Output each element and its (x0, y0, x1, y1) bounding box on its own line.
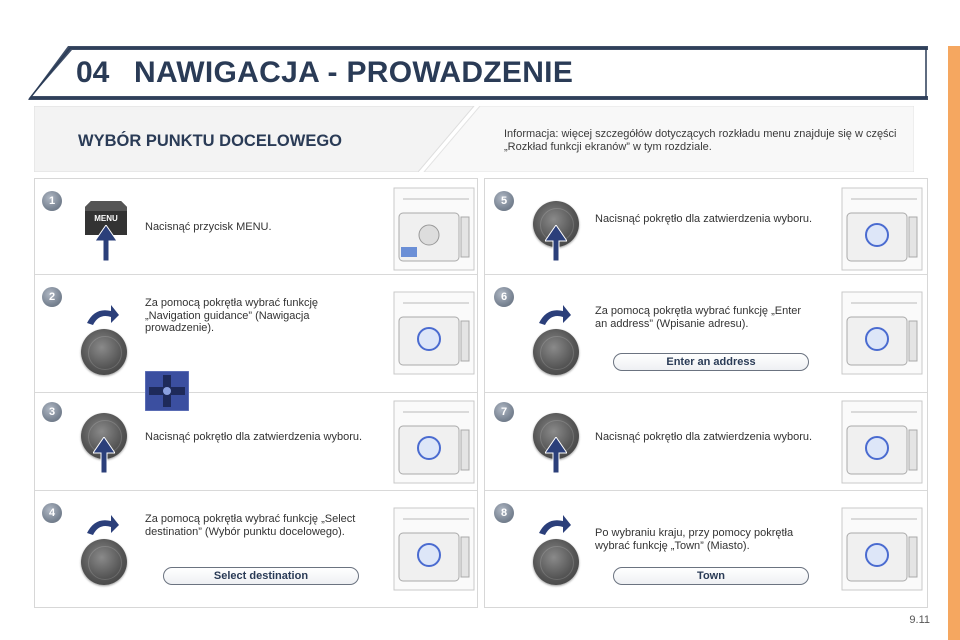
step-text: Nacisnąć pokrętło dla zatwierdzenia wyboru. (595, 431, 813, 443)
press-arrow-icon (545, 225, 567, 261)
step-5 (485, 179, 927, 275)
rotary-knob-icon (533, 329, 579, 375)
chapter-tab-strip (948, 46, 960, 640)
radio-panel-icon (841, 291, 923, 375)
step-badge: 1 (42, 191, 62, 211)
radio-panel-icon (393, 187, 475, 271)
radio-panel-icon (393, 400, 475, 484)
steps-column-left (34, 178, 478, 608)
steps-column-right (484, 178, 928, 608)
step-2 (35, 275, 477, 393)
radio-panel-icon (393, 507, 475, 591)
step-3 (35, 393, 477, 491)
press-arrow-icon (95, 225, 117, 261)
radio-panel-icon (841, 187, 923, 271)
step-badge: 7 (494, 402, 514, 422)
rotate-arrow-icon (537, 303, 571, 325)
press-arrow-icon (93, 437, 115, 473)
radio-panel-icon (393, 291, 475, 375)
step-badge: 8 (494, 503, 514, 523)
rotate-arrow-icon (85, 513, 119, 535)
step-badge: 4 (42, 503, 62, 523)
chapter-number: 04 (76, 56, 110, 89)
step-text: Za pomocą pokrętła wybrać funkcję „Enter an address” (Wpisanie adresu). (595, 305, 802, 330)
step-badge: 5 (494, 191, 514, 211)
step-badge: 2 (42, 287, 62, 307)
rotary-knob-icon (81, 329, 127, 375)
rotate-arrow-icon (85, 303, 119, 325)
radio-panel-icon (841, 400, 923, 484)
menu-option-select-destination: Select destination (163, 567, 359, 585)
page-title: NAWIGACJA - PROWADZENIE (134, 56, 574, 89)
menu-button-label: MENU (94, 214, 118, 223)
step-text: Za pomocą pokrętła wybrać funkcję „Select destination” (Wybór punktu docelowego). (145, 513, 356, 538)
menu-option-enter-address: Enter an address (613, 353, 809, 371)
step-text: Za pomocą pokrętła wybrać funkcję „Navigation guidance” (Nawigacja prowadzenie). (145, 297, 319, 334)
rotate-arrow-icon (537, 513, 571, 535)
step-text: Po wybraniu kraju, przy pomocy pokrętła wybrać funkcję „Town” (Miasto). (595, 527, 794, 552)
step-badge: 3 (42, 402, 62, 422)
menu-option-town: Town (613, 567, 809, 585)
step-7 (485, 393, 927, 491)
radio-panel-icon (841, 507, 923, 591)
step-6 (485, 275, 927, 393)
rotary-knob-icon (533, 539, 579, 585)
page-number: 9.11 (909, 614, 930, 626)
section-header (34, 106, 914, 172)
step-text: Nacisnąć pokrętło dla zatwierdzenia wyboru. (595, 213, 813, 225)
step-1 (35, 179, 477, 275)
step-4 (35, 491, 477, 609)
step-text: Nacisnąć pokrętło dla zatwierdzenia wyboru. (145, 431, 363, 443)
step-badge: 6 (494, 287, 514, 307)
chapter-header (28, 46, 928, 100)
section-title: WYBÓR PUNKTU DOCELOWEGO (78, 132, 342, 150)
info-note: Informacja: więcej szczegółów dotyczących rozkładu menu znajduje się w części „Rozkład funkcji ekranów” w tym rozdziale. (504, 128, 897, 153)
step-text: Nacisnąć przycisk MENU. (145, 221, 272, 233)
press-arrow-icon (545, 437, 567, 473)
step-8 (485, 491, 927, 609)
rotary-knob-icon (81, 539, 127, 585)
